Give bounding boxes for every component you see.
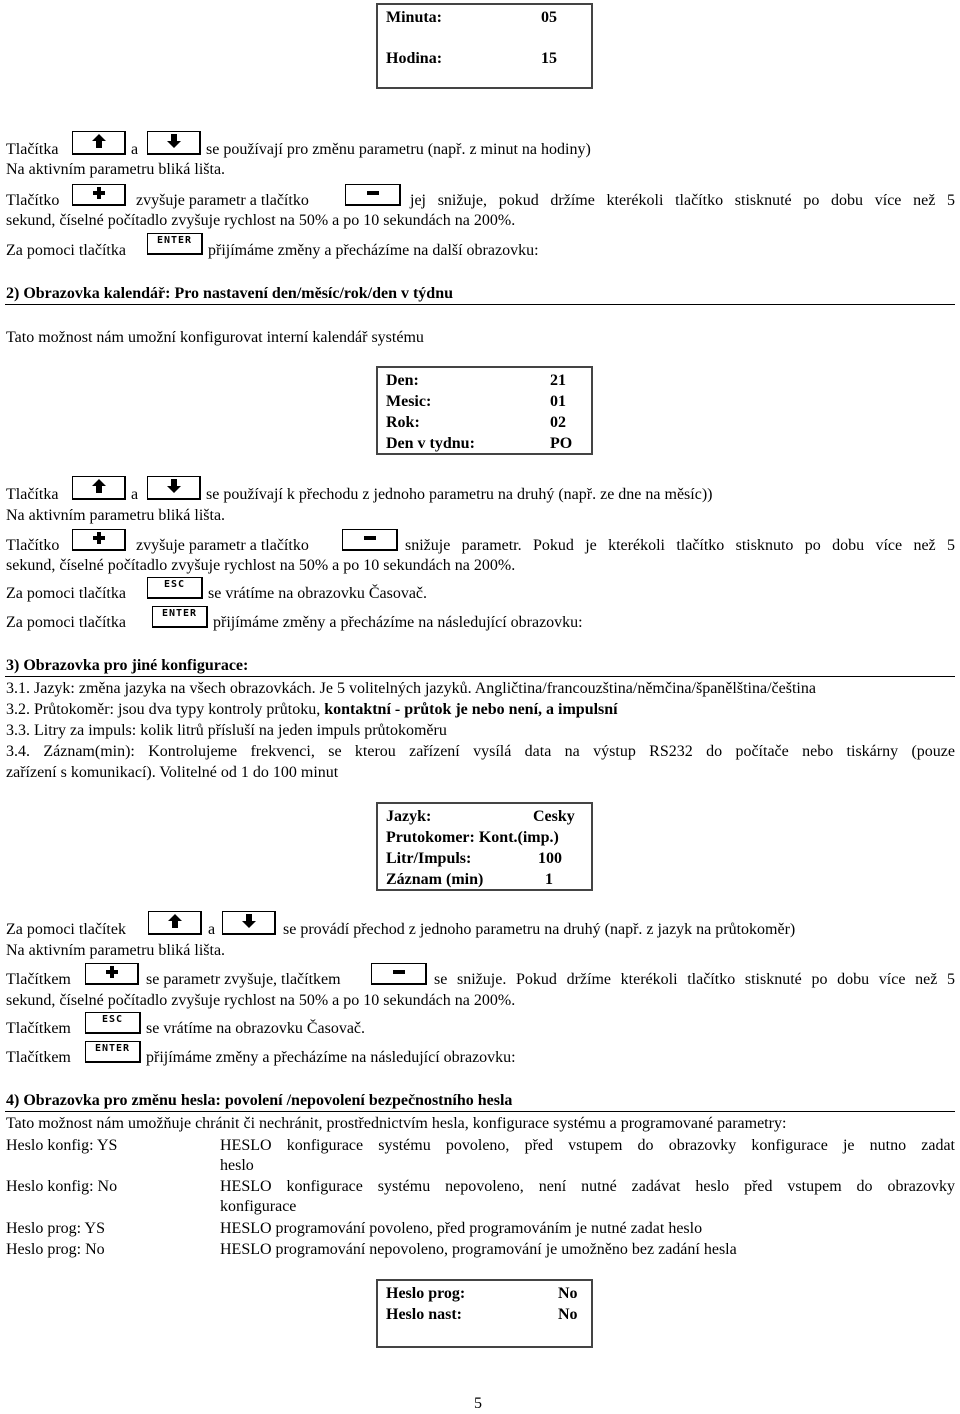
s4-heading: 4) Obrazovka pro změnu hesla: povolení /nepovolení bezpečnostního hesla [6, 1092, 513, 1109]
hodina-label: Hodina: [386, 50, 443, 67]
plus-icon [91, 186, 107, 200]
s4-row-label: Heslo prog: YS [6, 1220, 105, 1237]
s2-divider [5, 304, 955, 305]
plus-icon [104, 965, 120, 979]
minuta-label: Minuta: [386, 9, 442, 26]
s2-plus-text: zvyšuje parametr a tlačítko [136, 537, 309, 554]
s4-row-desc-cont: heslo [220, 1157, 254, 1174]
s3-tlacitkem-enter: Tlačítkem [6, 1049, 71, 1066]
down-button[interactable] [147, 476, 201, 500]
s3-divider [5, 676, 955, 677]
s3-item-4: 3.4. Záznam(min): Kontrolujeme frekvenci, se kterou zařízení vysílá data na výstup RS232 do počítače nebo tiskárny (pouze [6, 743, 955, 760]
plus-button[interactable] [85, 963, 139, 985]
arrow-down-icon [166, 133, 182, 149]
enter-key-label: ENTER [94, 1043, 131, 1054]
minus-icon [362, 531, 378, 543]
s2-za-pomoci-enter: Za pomoci tlačítka [6, 614, 126, 631]
arrow-up-icon [91, 133, 107, 149]
box-row-value: No [558, 1285, 578, 1302]
s4-row-label: Heslo konfig: No [6, 1178, 118, 1195]
box-row-value: Cesky [533, 808, 575, 825]
minus-button[interactable] [371, 963, 427, 985]
s4-row-desc: HESLO konfigurace systému nepovoleno, není nutné zadávat heslo před vstupem do obrazovky [220, 1178, 955, 1195]
s4-intro: Tato možnost nám umožňuje chránit či nechránit, prostřednictvím hesla, konfigurace systému a programované parametry: [6, 1115, 787, 1132]
esc-button[interactable] [85, 1012, 141, 1034]
calendar-display-box [376, 366, 593, 455]
enter-button[interactable] [85, 1041, 141, 1063]
box-row-value: PO [550, 435, 573, 452]
s4-row-desc: HESLO programování povoleno, před programováním je nutné zadat heslo [220, 1220, 703, 1237]
s1-arrows-text: se používají pro změnu parametru (např. z minut na hodiny) [206, 141, 591, 158]
down-button[interactable] [147, 131, 201, 155]
enter-key-label: ENTER [161, 608, 198, 619]
plus-icon [91, 531, 107, 545]
s3-tlacitkem-plus: Tlačítkem [6, 971, 71, 988]
s4-row-desc: HESLO programování nepovoleno, programování je umožněno bez zadání hesla [220, 1241, 737, 1258]
s3-plus-text: se parametr zvyšuje, tlačítkem [146, 971, 341, 988]
s2-heading: 2) Obrazovka kalendář: Pro nastavení den/měsíc/rok/den v týdnu [6, 285, 453, 302]
esc-key-label: ESC [163, 579, 186, 590]
s2-tlacitka-label: Tlačítka [6, 486, 59, 503]
plus-button[interactable] [72, 529, 126, 551]
enter-key-label: ENTER [156, 235, 193, 246]
hodina-value: 15 [541, 50, 557, 67]
box-row-label: Heslo nast: [386, 1306, 462, 1323]
s1-blink-text: Na aktivním parametru bliká lišta. [6, 161, 226, 178]
s3-za-pomoci: Za pomoci tlačítek [6, 921, 126, 938]
s4-row-desc: HESLO konfigurace systému povoleno, před vstupem do obrazovky konfigurace je nutno zadat [220, 1137, 955, 1154]
minus-button[interactable] [342, 529, 398, 551]
s2-blink-text: Na aktivním parametru bliká lišta. [6, 507, 226, 524]
s3-esc-text: se vrátíme na obrazovku Časovač. [146, 1020, 366, 1037]
up-button[interactable] [148, 911, 202, 935]
box-row-label: Litr/Impuls: [386, 850, 472, 867]
s1-za-pomoci: Za pomoci tlačítka [6, 242, 126, 259]
box-row-label: Den: [386, 372, 419, 389]
s3-item-2-bold: kontaktní - průtok je nebo není, a impulsní [324, 701, 618, 718]
box-row-label: Heslo prog: [386, 1285, 466, 1302]
s4-row-desc-cont: konfigurace [220, 1198, 297, 1215]
esc-key-label: ESC [101, 1014, 124, 1025]
s1-minus-text: jej snižuje, pokud držíme kterékoli tlačítko stisknuté po dobu více než 5 [410, 192, 955, 209]
s1-a: a [131, 141, 139, 158]
box-row-value: 01 [550, 393, 566, 410]
s2-tlacitko-label: Tlačítko [6, 537, 60, 554]
plus-button[interactable] [72, 184, 126, 206]
s4-row-label: Heslo konfig: YS [6, 1137, 118, 1154]
s2-enter-text: přijímáme změny a přecházíme na následující obrazovku: [213, 614, 583, 631]
box-row-value: 21 [550, 372, 566, 389]
s4-divider [5, 1111, 955, 1112]
s2-line2: sekund, číselné počítadlo zvyšuje rychlost na 50% a po 10 sekundách na 200%. [6, 557, 516, 574]
up-button[interactable] [72, 131, 126, 155]
box-row-label: Rok: [386, 414, 420, 431]
s2-intro: Tato možnost nám umožní konfigurovat interní kalendář systému [6, 329, 424, 346]
s3-arrows-text: se provádí přechod z jednoho parametru na druhý (např. z jazyk na průtokoměr) [283, 921, 796, 938]
page-number: 5 [474, 1395, 482, 1412]
s1-plus-text: zvyšuje parametr a tlačítko [136, 192, 309, 209]
arrow-down-icon [166, 478, 182, 494]
down-button[interactable] [222, 911, 276, 935]
s3-heading: 3) Obrazovka pro jiné konfigurace: [6, 657, 249, 674]
box-row-value: 1 [545, 871, 553, 888]
box-row-label: Jazyk: [386, 808, 432, 825]
box-row-value: No [558, 1306, 578, 1323]
s2-minus-text: snižuje parametr. Pokud je kterékoli tlačítko stisknuto po dobu více než 5 [405, 537, 955, 554]
box-row-label: Den v tydnu: [386, 435, 475, 452]
s1-line2: sekund, číselné počítadlo zvyšuje rychlost na 50% a po 10 sekundách na 200%. [6, 212, 516, 229]
s3-blink-text: Na aktivním parametru bliká lišta. [6, 942, 226, 959]
arrow-up-icon [167, 913, 183, 929]
s3-item-4-cont: zařízení s komunikací). Volitelné od 1 do 100 minut [6, 764, 339, 781]
s2-a: a [131, 486, 139, 503]
s3-item-2-text: 3.2. Průtokoměr: jsou dva typy kontroly průtoku, [6, 701, 325, 718]
enter-button[interactable] [152, 606, 208, 628]
config-display-box [376, 802, 593, 891]
s2-arrows-text: se používají k přechodu z jednoho parametru na druhý (např. ze dne na měsíc)) [206, 486, 713, 503]
box-row-label: Prutokomer: Kont.(imp.) [386, 829, 559, 846]
time-display-box [376, 3, 593, 89]
box-row-value: 100 [538, 850, 562, 867]
s4-row-label: Heslo prog: No [6, 1241, 105, 1258]
s3-line2: sekund, číselné počítadlo zvyšuje rychlost na 50% a po 10 sekundách na 200%. [6, 992, 516, 1009]
box-row-label: Mesic: [386, 393, 432, 410]
arrow-down-icon [241, 913, 257, 929]
minus-icon [391, 965, 407, 977]
box-row-label: Záznam (min) [386, 871, 484, 888]
s3-item-2 [6, 700, 618, 720]
minus-button[interactable] [345, 184, 401, 206]
up-button[interactable] [72, 476, 126, 500]
s3-tlacitkem-esc: Tlačítkem [6, 1020, 71, 1037]
s1-tlacitko-label: Tlačítko [6, 192, 60, 209]
s2-esc-text: se vrátíme na obrazovku Časovač. [208, 585, 428, 602]
s3-minus-text: se snižuje. Pokud držíme kterékoli tlačítko stisknuté po dobu více než 5 [434, 971, 955, 988]
password-display-box [376, 1279, 593, 1348]
enter-button[interactable] [147, 233, 203, 255]
s3-item-1: 3.1. Jazyk: změna jazyka na všech obrazovkách. Je 5 volitelných jazyků. Angličtina/francouzština/němčina/španělština/čeština [6, 680, 816, 697]
box-row-value: 02 [550, 414, 566, 431]
esc-button[interactable] [147, 577, 203, 599]
s1-tlacitka-label: Tlačítka [6, 141, 59, 158]
s2-za-pomoci-esc: Za pomoci tlačítka [6, 585, 126, 602]
s3-enter-text: přijímáme změny a přecházíme na následující obrazovku: [146, 1049, 516, 1066]
s1-enter-text: přijímáme změny a přecházíme na další obrazovku: [208, 242, 539, 259]
s3-a: a [208, 921, 216, 938]
arrow-up-icon [91, 478, 107, 494]
minus-icon [365, 186, 381, 198]
s3-item-3: 3.3. Litry za impuls: kolik litrů přísluší na jeden impuls průtokoměru [6, 722, 447, 739]
minuta-value: 05 [541, 9, 557, 26]
